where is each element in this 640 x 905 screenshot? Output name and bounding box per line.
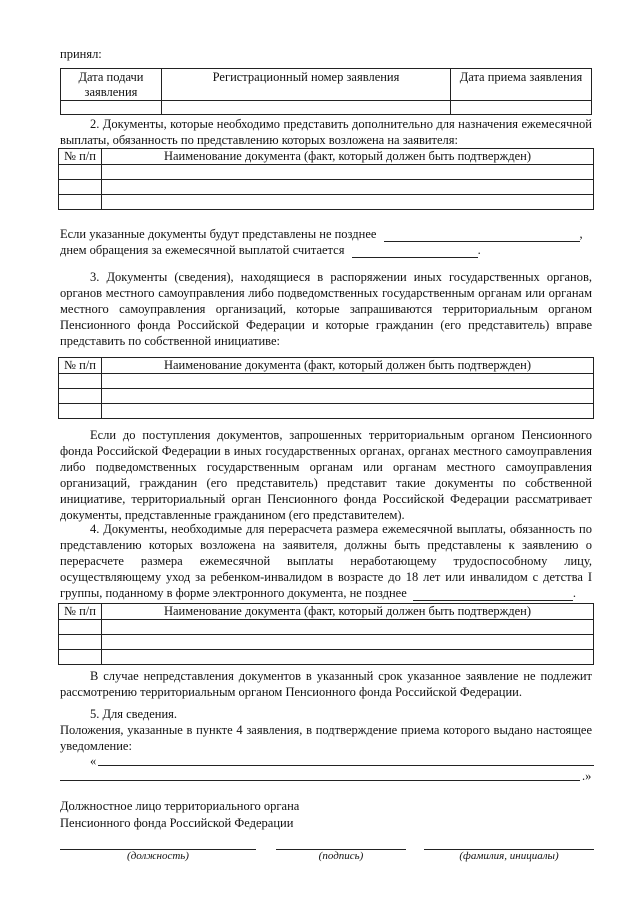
application-info-table xyxy=(60,68,592,115)
section3-text: 3. Документы (сведения), находящиеся в распоряжении иных государственных органов, органов местного самоуправления либо подведомственных государственным органам или органам местного самоуправления организаций, которые запрашиваются территориальным органом Пенсионного фонда Российской Федерации и которые гражданин (его представитель) вправе представить по собственной инициативе: xyxy=(60,270,592,348)
accept-date-cell[interactable] xyxy=(451,101,592,115)
official-label-2: Пенсионного фонда Российской Федерации xyxy=(60,816,294,830)
header-submit-date: Дата подачи заявления xyxy=(61,69,162,101)
section4-col-name: Наименование документа (факт, который должен быть подтвержден) xyxy=(102,604,594,620)
table-row[interactable] xyxy=(59,165,102,180)
section4-col-num: № п/п xyxy=(59,604,102,620)
deadline-date-field[interactable] xyxy=(384,228,580,242)
application-date-field[interactable] xyxy=(352,244,478,258)
open-quote: « xyxy=(90,754,97,768)
header-reg-number: Регистрационный номер заявления xyxy=(162,69,451,101)
section2-col-name: Наименование документа (факт, который должен быть подтвержден) xyxy=(102,149,594,165)
signature-caption: (подпись) xyxy=(318,850,364,862)
section5-line-1[interactable] xyxy=(98,765,594,766)
position-caption: (должность) xyxy=(127,850,189,862)
table-row[interactable] xyxy=(59,635,102,650)
section4-deadline-field[interactable] xyxy=(413,587,573,601)
deadline-line2: днем обращения за ежемесячной выплатой считается . xyxy=(60,243,481,257)
section4-docs-table xyxy=(58,603,594,665)
deadline-line1: Если указанные документы будут представлены не позднее , xyxy=(60,227,583,241)
section2-col-num: № п/п xyxy=(59,149,102,165)
section2-text: 2. Документы, которые необходимо представить дополнительно для назначения ежемесячной выплаты, обязанность по представлению которых возложена на заявителя: xyxy=(60,117,592,147)
table-row[interactable] xyxy=(59,195,102,210)
submit-date-cell[interactable] xyxy=(61,101,162,115)
section3-col-name: Наименование документа (факт, который должен быть подтвержден) xyxy=(102,358,594,374)
section3-after-text: Если до поступления документов, запрошенных территориальным органом Пенсионного фонда Российской Федерации в иных государственных органах, органах местного самоуправления либо подведомственных государственным органам или органам местного самоуправления организаций, гражданин (его представитель) представит такие документы по собственной инициативе, территориальный орган Пенсионного фонда Российской Федерации рассматривает документы, представленные гражданином (его представителем). xyxy=(60,428,592,522)
table-row[interactable] xyxy=(59,650,102,665)
table-row[interactable] xyxy=(59,374,102,389)
reg-number-cell[interactable] xyxy=(162,101,451,115)
table-row[interactable] xyxy=(59,389,102,404)
table-row[interactable] xyxy=(59,404,102,419)
section3-col-num: № п/п xyxy=(59,358,102,374)
table-row[interactable] xyxy=(59,620,102,635)
official-label-1: Должностное лицо территориального органа xyxy=(60,799,300,813)
section2-docs-table xyxy=(58,148,594,210)
section4-after-text: В случае непредставления документов в указанный срок указанное заявление не подлежит рассмотрению территориальным органом Пенсионного фонда Российской Федерации. xyxy=(60,669,592,699)
name-caption: (фамилия, инициалы) xyxy=(459,850,559,862)
section5-title: 5. Для сведения. xyxy=(90,707,178,721)
section4-text: 4. Документы, необходимые для перерасчета размера ежемесячной выплаты, обязанность по представлению которых возложена на заявителя, должны быть представлены к заявлению о перерасчете размера ежемесячной выплаты неработающему трудоспособному лицу, осуществляющему уход за ребенком-инвалидом в возрасте до 18 лет или инвалидом с детства I группы, поданному в форме электронного документа, не позднее . xyxy=(60,522,592,600)
section5-text: Положения, указанные в пункте 4 заявления, в подтверждение приема которого выдано настоящее уведомление: xyxy=(60,723,592,753)
close-quote: .» xyxy=(582,769,592,783)
section5-line-2[interactable] xyxy=(60,780,580,781)
section3-docs-table xyxy=(58,357,594,419)
header-accept-date: Дата приема заявления xyxy=(451,69,592,101)
table-row[interactable] xyxy=(59,180,102,195)
accepted-label: принял: xyxy=(60,47,102,61)
